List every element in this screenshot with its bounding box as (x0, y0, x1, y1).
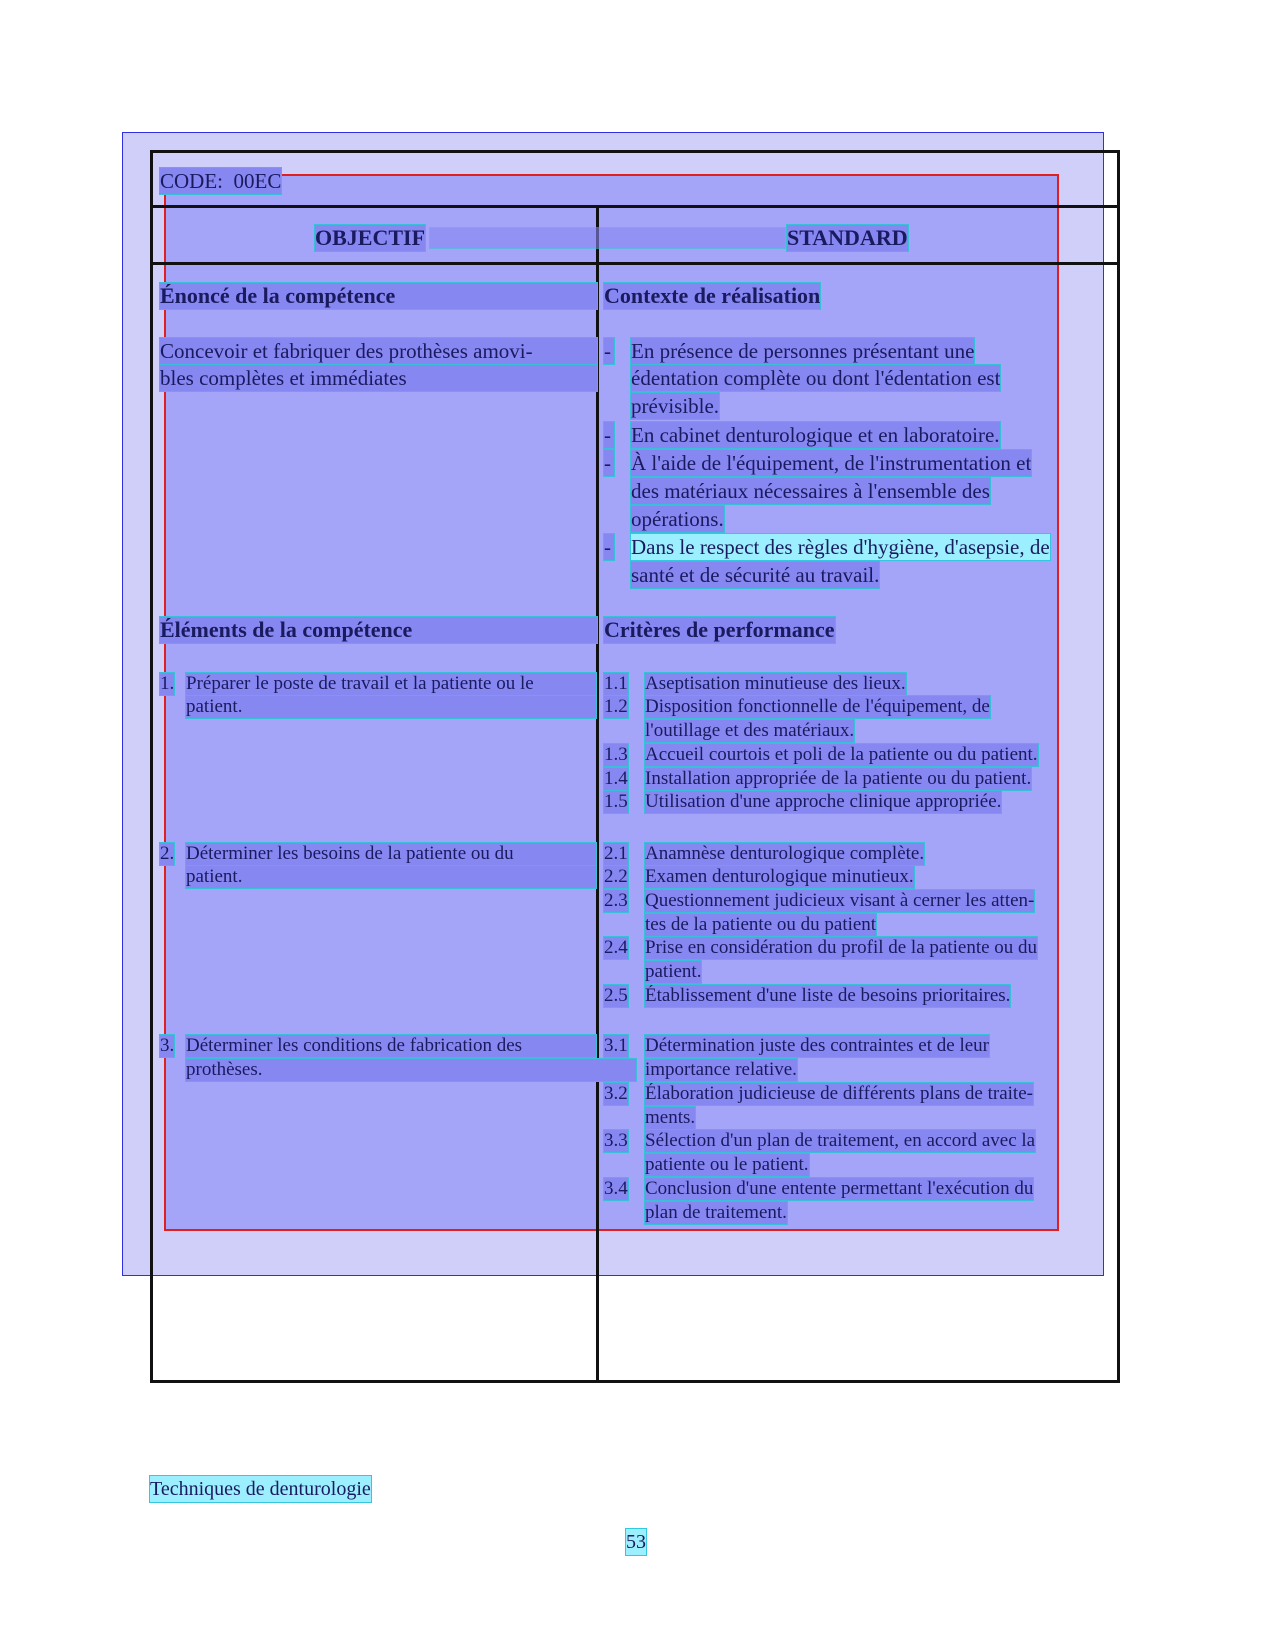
header-band (430, 228, 785, 248)
criterion-line: Prise en considération du profil de la patiente ou du (645, 937, 1038, 958)
criterion-line: Détermination juste des contraintes et de leur (645, 1035, 989, 1056)
element-line: prothèses. (186, 1059, 636, 1081)
criterion-line: Examen denturologique minutieux. (645, 866, 914, 887)
enonce-text-line-2: bles complètes et immédiates (160, 365, 597, 391)
criterion-line: Accueil courtois et poli de la patiente ou du patient. (645, 744, 1038, 765)
table-rule-header (150, 262, 1120, 265)
element-line: patient. (186, 696, 596, 718)
code-line (160, 168, 281, 194)
criterion-number: 1.5 (604, 791, 628, 812)
context-line: opérations. (631, 507, 724, 531)
element-line: patient. (186, 866, 596, 888)
criterion-line: Questionnement judicieux visant à cerner les atten- (645, 890, 1035, 911)
criterion-line: Conclusion d'une entente permettant l'exécution du (645, 1178, 1034, 1199)
criteria-title: Critères de performance (604, 617, 835, 642)
criterion-line: Élaboration judicieuse de différents plans de traite- (645, 1083, 1033, 1104)
context-title: Contexte de réalisation (604, 283, 821, 308)
context-bullet: - (604, 534, 614, 560)
criterion-line: patient. (645, 961, 702, 982)
criterion-line: patiente ou le patient. (645, 1154, 809, 1175)
element-number: 2. (160, 843, 175, 864)
criterion-line: tes de la patiente ou du patient (645, 914, 877, 935)
table-border-left (150, 150, 153, 1383)
criterion-number: 3.4 (604, 1178, 628, 1199)
element-line: Déterminer les conditions de fabrication des (186, 1035, 596, 1057)
criterion-line: Anamnèse denturologique complète. (645, 843, 925, 864)
column-header-objectif: OBJECTIF (315, 225, 426, 250)
element-number: 3. (160, 1035, 175, 1056)
table-border-right (1117, 150, 1120, 1383)
element-line: Préparer le poste de travail et la patiente ou le (186, 673, 596, 695)
context-line: santé et de sécurité au travail. (631, 563, 880, 587)
column-header-standard: STANDARD (787, 225, 908, 250)
criterion-line: Établissement d'une liste de besoins prioritaires. (645, 985, 1011, 1006)
context-bullet: - (604, 450, 614, 476)
criterion-line: Utilisation d'une approche clinique appropriée. (645, 791, 1002, 812)
criterion-number: 2.4 (604, 937, 628, 958)
context-bullet: - (604, 338, 614, 364)
criterion-number: 3.1 (604, 1035, 628, 1056)
criterion-line: plan de traitement. (645, 1202, 787, 1223)
criterion-line: Sélection d'un plan de traitement, en accord avec la (645, 1130, 1036, 1151)
table-rule-code (150, 205, 1120, 208)
context-line: Dans le respect des règles d'hygiène, d'asepsie, de (631, 535, 1050, 559)
criterion-line: importance relative. (645, 1059, 797, 1080)
criterion-line: l'outillage et des matériaux. (645, 720, 855, 741)
context-line: À l'aide de l'équipement, de l'instrumentation et (631, 451, 1032, 475)
criterion-line: ments. (645, 1107, 696, 1128)
criterion-line: Aseptisation minutieuse des lieux. (645, 673, 906, 694)
context-line: édentation complète ou dont l'édentation est (631, 366, 1001, 390)
element-line: Déterminer les besoins de la patiente ou du (186, 843, 596, 865)
criterion-number: 1.3 (604, 744, 628, 765)
context-line: des matériaux nécessaires à l'ensemble des (631, 479, 990, 503)
criterion-line: Installation appropriée de la patiente ou du patient. (645, 768, 1032, 789)
elements-title: Éléments de la compétence (160, 617, 597, 643)
criterion-number: 1.4 (604, 768, 628, 789)
element-number: 1. (160, 673, 175, 694)
criterion-number: 2.1 (604, 843, 628, 864)
code-label: CODE: (160, 169, 223, 193)
criterion-number: 1.2 (604, 696, 628, 717)
footer-program: Techniques de denturologie (150, 1478, 371, 1500)
context-bullet: - (604, 422, 614, 448)
context-line: En présence de personnes présentant une (631, 339, 975, 363)
context-line: prévisible. (631, 394, 720, 418)
criterion-number: 3.2 (604, 1083, 628, 1104)
enonce-title: Énoncé de la compétence (160, 283, 597, 309)
criterion-number: 1.1 (604, 673, 628, 694)
criterion-number: 3.3 (604, 1130, 628, 1151)
enonce-text-line-1: Concevoir et fabriquer des prothèses amovi- (160, 338, 597, 364)
criterion-line: Disposition fonctionnelle de l'équipement, de (645, 696, 990, 717)
criterion-number: 2.3 (604, 890, 628, 911)
page-number: 53 (626, 1531, 646, 1553)
table-border-top (150, 150, 1120, 153)
context-line: En cabinet denturologique et en laboratoire. (631, 423, 1000, 447)
table-border-bottom (150, 1380, 1120, 1383)
criterion-number: 2.2 (604, 866, 628, 887)
criterion-number: 2.5 (604, 985, 628, 1006)
code-value: 00EC (233, 169, 282, 193)
